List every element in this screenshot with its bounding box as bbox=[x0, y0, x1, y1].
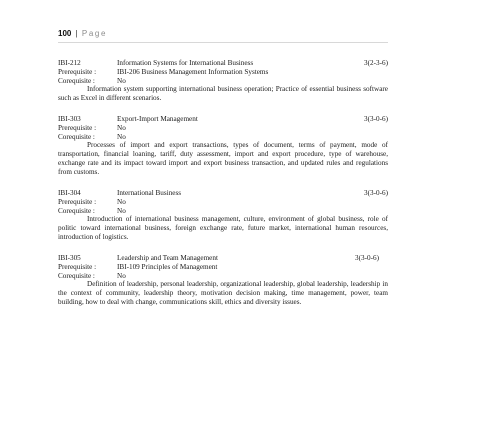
course-code: IBI-305 bbox=[58, 254, 81, 262]
course-credit: 3(3-0-6) bbox=[355, 254, 379, 262]
corequisite-value: No bbox=[117, 271, 126, 280]
course-credit: 3(3-0-6) bbox=[364, 115, 388, 123]
course-description: Definition of leadership, personal leadership, organizational leadership, global leadership, leadership in the context of community, leadership theory, motivation decision making, time management, power, team building, how to deal with change, communications skill, ethics and diversity issues. bbox=[58, 280, 388, 306]
prerequisite-value: IBI-109 Principles of Management bbox=[117, 262, 218, 271]
course-credit: 3(3-0-6) bbox=[364, 189, 388, 197]
course-title-row bbox=[58, 59, 388, 68]
page-label: Page bbox=[81, 29, 107, 38]
course-ibi-304 bbox=[58, 189, 388, 242]
corequisite-value: No bbox=[117, 206, 126, 215]
course-code: IBI-212 bbox=[58, 59, 81, 67]
corequisite-row bbox=[58, 207, 388, 216]
corequisite-label: Corequisite : bbox=[58, 76, 95, 85]
course-title: Information Systems for International Business bbox=[117, 59, 254, 67]
course-description: Processes of import and export transactions, types of document, terms of payment, mode of transportation, financial loaning, tariff, duty assessment, import and export procedure, type of warehouse, exchange rate and its impact toward import and export business transaction, and updated rules and regulations from customs. bbox=[58, 141, 388, 176]
prerequisite-label: Prerequisite : bbox=[58, 197, 97, 206]
page-header bbox=[58, 29, 388, 43]
course-ibi-212 bbox=[58, 59, 388, 103]
prerequisite-value: No bbox=[117, 197, 126, 206]
prerequisite-row bbox=[58, 263, 388, 272]
course-title-row bbox=[58, 189, 388, 198]
page-number: 100 bbox=[58, 29, 72, 38]
course-code: IBI-304 bbox=[58, 189, 81, 197]
corequisite-label: Corequisite : bbox=[58, 271, 95, 280]
course-ibi-305 bbox=[58, 254, 388, 307]
course-title-row bbox=[58, 115, 388, 124]
corequisite-label: Corequisite : bbox=[58, 132, 95, 141]
prerequisite-row bbox=[58, 124, 388, 133]
corequisite-row bbox=[58, 133, 388, 142]
corequisite-row bbox=[58, 272, 388, 281]
prerequisite-row bbox=[58, 198, 388, 207]
prerequisite-value: No bbox=[117, 123, 126, 132]
corequisite-row bbox=[58, 77, 388, 86]
header-separator: | bbox=[75, 29, 78, 38]
corequisite-label: Corequisite : bbox=[58, 206, 95, 215]
prerequisite-label: Prerequisite : bbox=[58, 123, 97, 132]
prerequisite-row bbox=[58, 68, 388, 77]
course-title: International Business bbox=[117, 189, 182, 197]
course-credit: 3(2-3-6) bbox=[364, 59, 388, 67]
course-title: Leadership and Team Management bbox=[117, 254, 218, 262]
prerequisite-label: Prerequisite : bbox=[58, 262, 97, 271]
prerequisite-value: IBI-206 Business Management Information Systems bbox=[117, 67, 269, 76]
corequisite-value: No bbox=[117, 132, 126, 141]
course-code: IBI-303 bbox=[58, 115, 81, 123]
course-description: Introduction of international business management, culture, environment of global business, role of politic toward international business, foreign exchange rate, future market, international human resources, introduction of logistics. bbox=[58, 215, 388, 241]
course-title: Export-Import Management bbox=[117, 115, 198, 123]
prerequisite-label: Prerequisite : bbox=[58, 67, 97, 76]
corequisite-value: No bbox=[117, 76, 126, 85]
course-ibi-303 bbox=[58, 115, 388, 177]
course-description: Information system supporting international business operation; Practice of essential business software such as Excel in different scenarios. bbox=[58, 85, 388, 103]
course-title-row bbox=[58, 254, 388, 263]
